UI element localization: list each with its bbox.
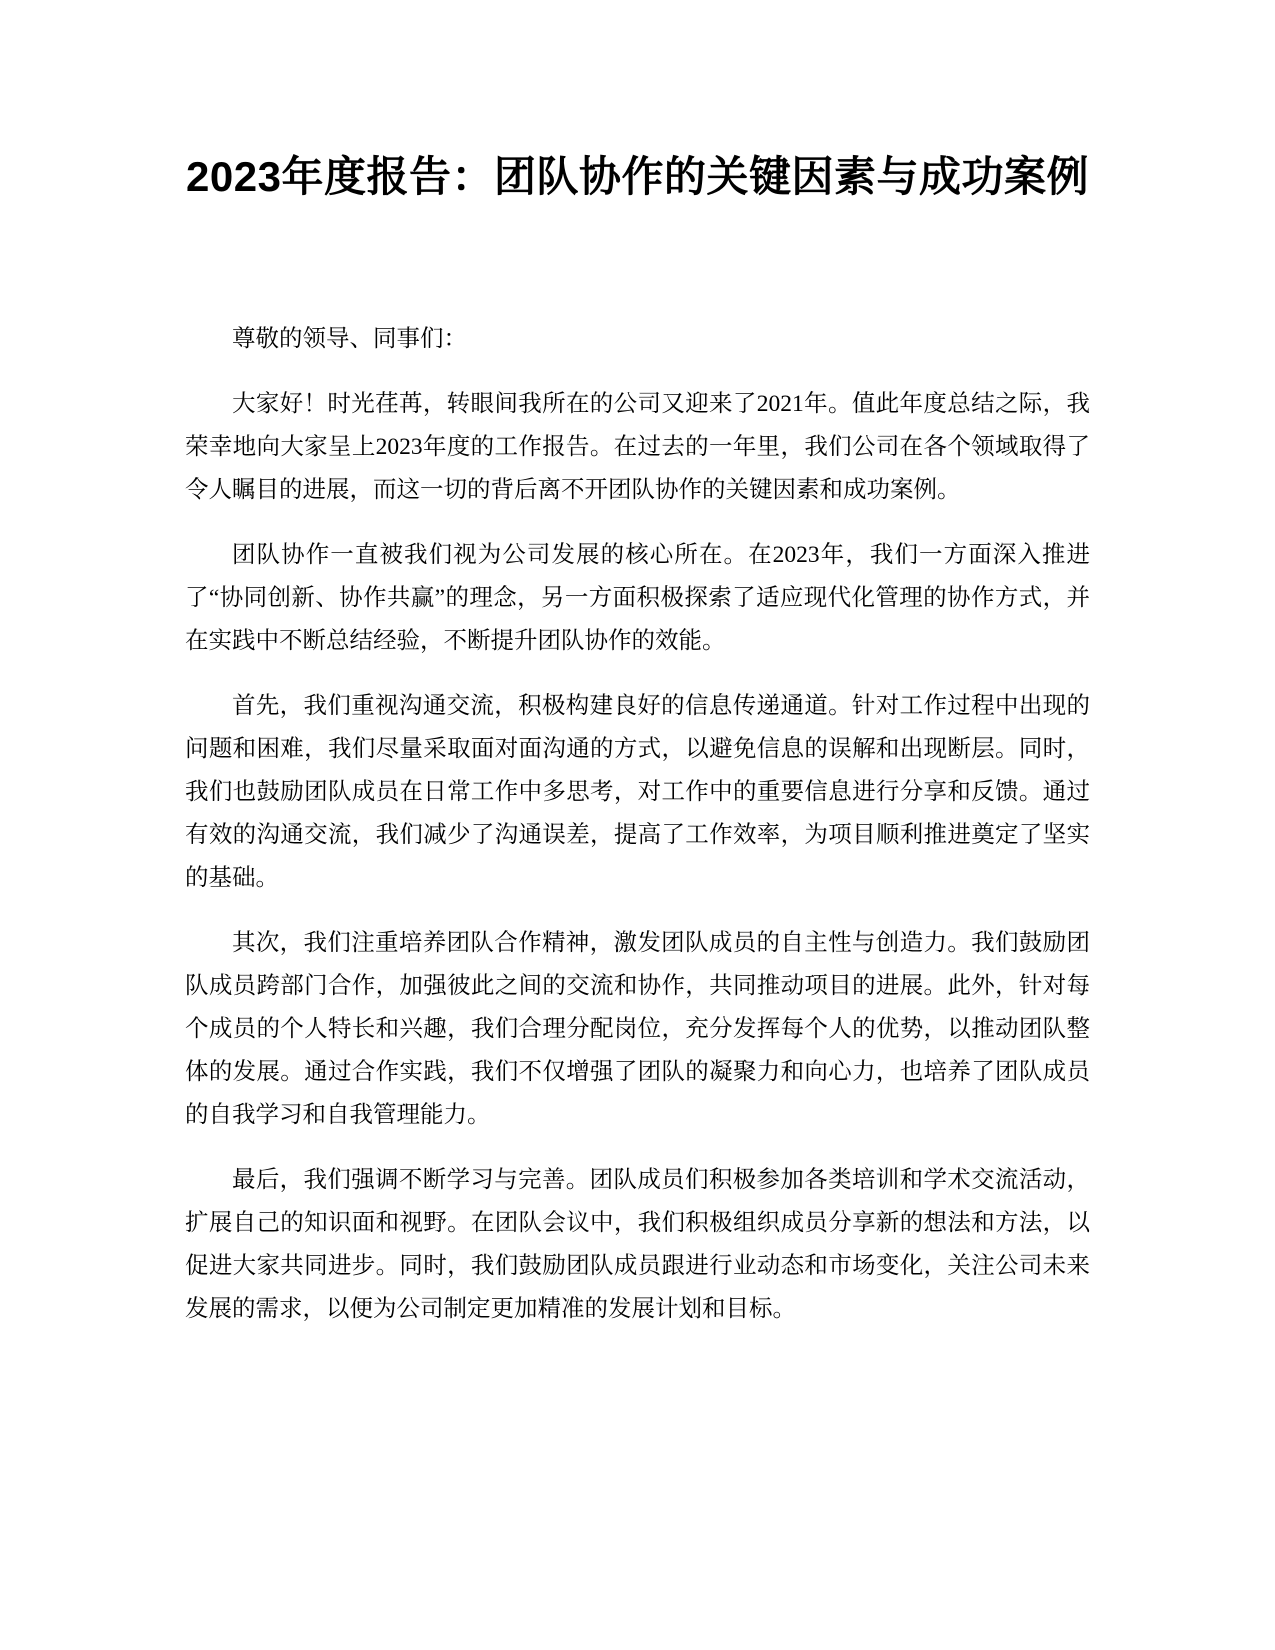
body-paragraph: 大家好！时光荏苒，转眼间我所在的公司又迎来了2021年。值此年度总结之际，我荣幸地向大家呈上2023年度的工作报告。在过去的一年里，我们公司在各个领域取得了令人瞩目的进展，而这一切的背后离不开团队协作的关键因素和成功案例。 (185, 391, 1090, 503)
document-body (185, 318, 1090, 1353)
document-title: 2023年度报告：团队协作的关键因素与成功案例 (186, 153, 1089, 200)
body-paragraph: 团队协作一直被我们视为公司发展的核心所在。在2023年，我们一方面深入推进了“协同创新、协作共赢”的理念，另一方面积极探索了适应现代化管理的协作方式，并在实践中不断总结经验，不断提升团队协作的效能。 (185, 542, 1090, 654)
body-paragraph: 首先，我们重视沟通交流，积极构建良好的信息传递通道。针对工作过程中出现的问题和困难，我们尽量采取面对面沟通的方式，以避免信息的误解和出现断层。同时，我们也鼓励团队成员在日常工作中多思考，对工作中的重要信息进行分享和反馈。通过有效的沟通交流，我们减少了沟通误差，提高了工作效率，为项目顺利推进奠定了坚实的基础。 (185, 693, 1090, 891)
salutation: 尊敬的领导、同事们： (232, 326, 467, 352)
body-paragraph: 其次，我们注重培养团队合作精神，激发团队成员的自主性与创造力。我们鼓励团队成员跨部门合作，加强彼此之间的交流和协作，共同推动项目的进展。此外，针对每个成员的个人特长和兴趣，我们合理分配岗位，充分发挥每个人的优势，以推动团队整体的发展。通过合作实践，我们不仅增强了团队的凝聚力和向心力，也培养了团队成员的自我学习和自我管理能力。 (185, 930, 1090, 1128)
body-paragraph: 最后，我们强调不断学习与完善。团队成员们积极参加各类培训和学术交流活动，扩展自己的知识面和视野。在团队会议中，我们积极组织成员分享新的想法和方法，以促进大家共同进步。同时，我们鼓励团队成员跟进行业动态和市场变化，关注公司未来发展的需求，以便为公司制定更加精准的发展计划和目标。 (185, 1167, 1090, 1322)
